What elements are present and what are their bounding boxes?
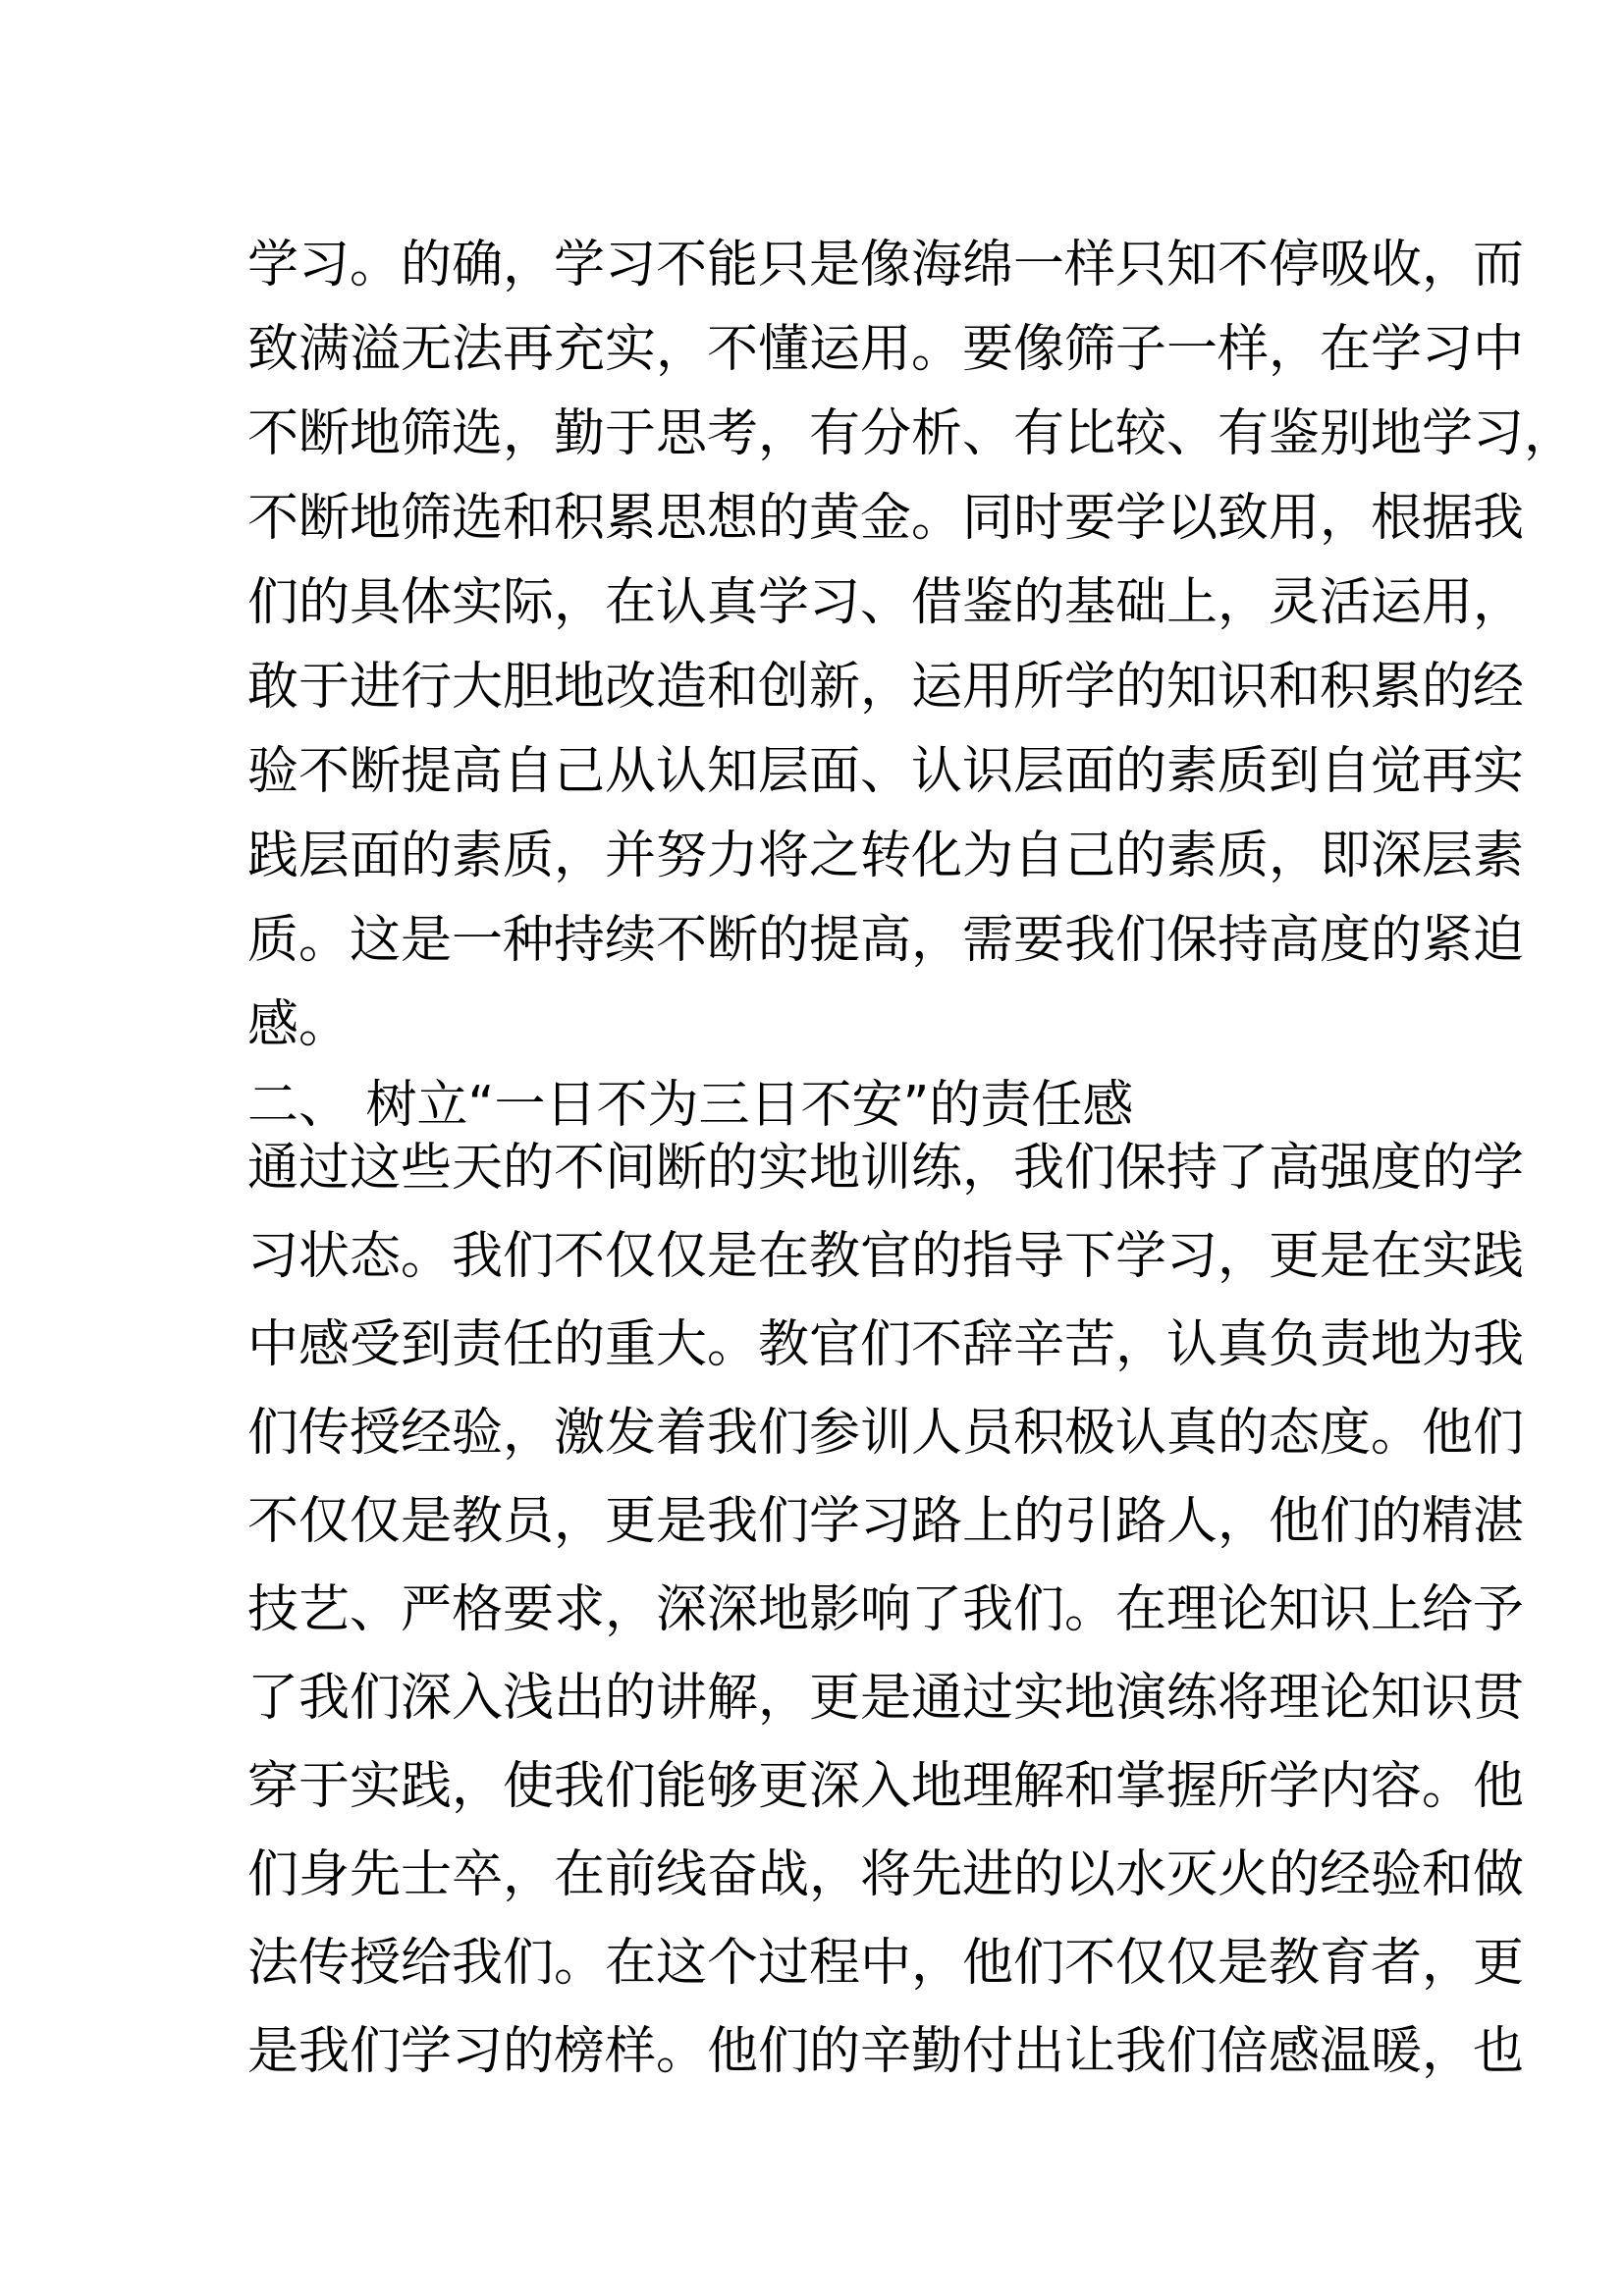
paragraph-line: 不仅仅是教员，更是我们学习路上的引路人，他们的精湛 <box>247 1492 1525 1551</box>
paragraph-line: 们身先士卒，在前线奋战，将先进的以水灭火的经验和做 <box>247 1845 1525 1904</box>
paragraph-line: 法传授给我们。在这个过程中，他们不仅仅是教育者，更 <box>247 1934 1525 1993</box>
paragraph-line: 穿于实践，使我们能够更深入地理解和掌握所学内容。他 <box>247 1757 1525 1816</box>
paragraph-line: 践层面的素质，并努力将之转化为自己的素质，即深层素 <box>247 827 1525 885</box>
paragraph-line: 学习。的确，学习不能只是像海绵一样只知不停吸收，而 <box>247 236 1525 294</box>
paragraph-line: 了我们深入浅出的讲解，更是通过实地演练将理论知识贯 <box>247 1669 1525 1728</box>
paragraph-line: 习状态。我们不仅仅是在教官的指导下学习，更是在实践 <box>247 1227 1525 1286</box>
paragraph-line: 感。 <box>247 995 351 1054</box>
section-heading: 二、 树立“一日不为三日不安”的责任感 <box>247 1076 1134 1135</box>
paragraph-line: 中感受到责任的重大。教官们不辞辛苦，认真负责地为我 <box>247 1315 1525 1374</box>
paragraph-line: 致满溢无法再充实，不懂运用。要像筛子一样，在学习中 <box>247 320 1525 379</box>
paragraph-line: 通过这些天的不间断的实地训练，我们保持了高强度的学 <box>247 1139 1525 1198</box>
paragraph-line: 们的具体实际，在认真学习、借鉴的基础上，灵活运用， <box>247 573 1525 632</box>
paragraph-line: 不断地筛选，勤于思考，有分析、有比较、有鉴别地学习， <box>247 404 1576 463</box>
paragraph-line: 们传授经验，激发着我们参训人员积极认真的态度。他们 <box>247 1404 1525 1463</box>
paragraph-line: 敢于进行大胆地改造和创新，运用所学的知识和积累的经 <box>247 658 1525 717</box>
paragraph-line: 是我们学习的榜样。他们的辛勤付出让我们倍感温暖，也 <box>247 2022 1525 2081</box>
paragraph-line: 不断地筛选和积累思想的黄金。同时要学以致用，根据我 <box>247 489 1525 548</box>
paragraph-line: 质。这是一种持续不断的提高，需要我们保持高度的紧迫 <box>247 911 1525 970</box>
paragraph-line: 技艺、严格要求，深深地影响了我们。在理论知识上给予 <box>247 1580 1525 1639</box>
paragraph-line: 验不断提高自己从认知层面、认识层面的素质到自觉再实 <box>247 742 1525 801</box>
